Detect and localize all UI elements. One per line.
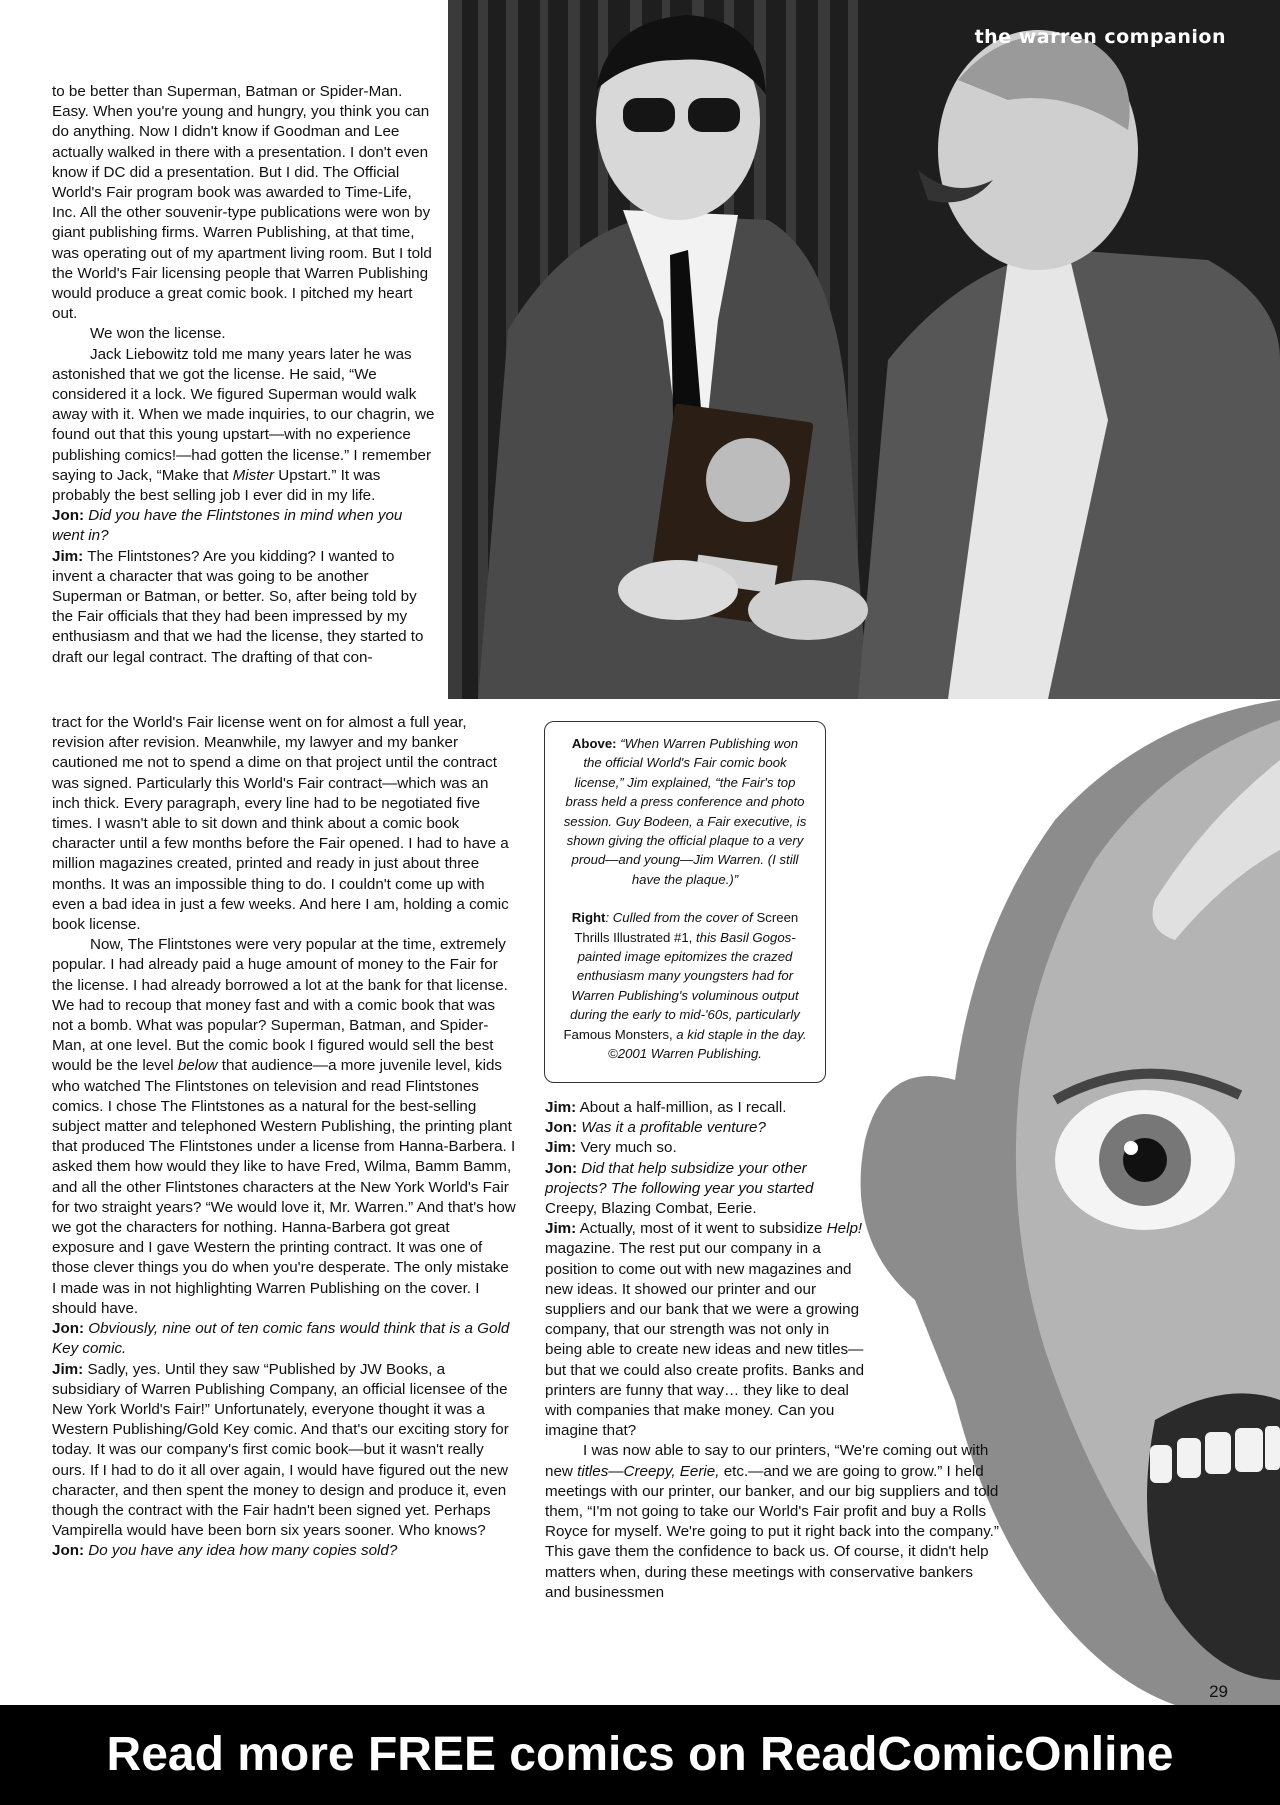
caption-label: Above: bbox=[571, 736, 617, 751]
paragraph bbox=[545, 1441, 1000, 1603]
emphasis: Mister bbox=[232, 466, 274, 484]
interview-answer bbox=[52, 547, 437, 668]
caption-text: “When Warren Publishing won the official World's Fair comic book license,” Jim explained, “the Fair's top brass held a press conference and photo session. Guy Bodeen, a Fair executive, is shown giving the official plaque to a very proud—and young—Jim Warren. (I still have the plaque.)” bbox=[563, 736, 807, 887]
caption-text: a kid staple in the day. ©2001 Warren Publishing. bbox=[608, 1026, 807, 1062]
paragraph-text: I was now able to say to our printers, “We're coming out with new bbox=[545, 1442, 989, 1480]
paragraph-text: tract for the World's Fair license went on for almost a full year, revision after revision. Meanwhile, my lawyer and my banker cautioned me not to spend a dime on that project until the contract was signed. Particularly this World's Fair contract—which was an inch thick. Every paragraph, every line had to be negotiated five times. I wasn't able to sit down and think about a comic book character until a few months before the Fair opened. I had to have a million magazines created, printed and ready in just about three months. It was an impossible thing to do. I couldn't come up with even a bad idea in just a few weeks. And here I am, holding a comic book license. bbox=[52, 714, 509, 934]
paragraph-text: Jack Liebowitz told me many years later he was astonished that we got the license. He said, “We considered it a lock. We figured Superman would walk away with it. When we made inquiries, to our chagrin, we found out that this young upstart—with no experience publishing comics!—had gotten the license.” I remember saying to Jack, “Make that bbox=[52, 345, 435, 484]
caption-text: this Basil Gogos-painted image epitomizes the crazed enthusiasm many youngsters had for Warren Publishing's voluminous output during the early to mid-'60s, particularly bbox=[570, 929, 800, 1023]
answer-text: Actually, most of it went to subsidize bbox=[579, 1220, 827, 1238]
emphasis: titles—Creepy, Eerie, bbox=[577, 1462, 720, 1480]
question-text: Do you have any idea how many copies sold? bbox=[88, 1542, 398, 1560]
speaker-label: Jon: bbox=[545, 1159, 578, 1177]
speaker-label: Jim: bbox=[545, 1220, 577, 1238]
emphasis: Help! bbox=[826, 1220, 863, 1238]
paragraph bbox=[52, 345, 437, 507]
interview-question bbox=[52, 506, 437, 546]
paragraph-text: We won the license. bbox=[90, 325, 226, 343]
page-number: 29 bbox=[1209, 1682, 1228, 1701]
paragraph bbox=[52, 82, 437, 324]
question-text: Was it a profitable venture? bbox=[581, 1119, 766, 1137]
interview-question bbox=[545, 1118, 1015, 1138]
interview-answer bbox=[545, 1138, 1015, 1158]
interview-answer bbox=[545, 1098, 805, 1118]
speaker-label: Jim: bbox=[545, 1139, 577, 1157]
paragraph-text: etc.—and we are going to grow.” I held meetings with our printer, our banker, and our big suppliers and told them, “I'm not going to take our World's Fair profit and buy a Rolls Royce for myself. We're going to put it right back into the company.” This gave them the confidence to back us. Of course, it didn't help matters when, during these meetings with conservative bankers and businessmen bbox=[545, 1462, 999, 1601]
paragraph-text: that audience—a more juvenile level, kids who watched The Flintstones on television and read Flintstones comics. I chose The Flintstones as a natural for the best-selling subject matter and telephoned Western Publishing, the printing plant that produced The Flintstones under a license from Hanna-Barbera. I asked them how would they like to have Fred, Wilma, Bamm Bamm, and all the other Flintstones characters at the New York World's Fair for two straight years? “We would love it, Mr. Warren.” And that's how we got the characters for nothing. Hanna-Barbera got great exposure and I gave Western the printing contract. It was one of those clever things you do when you're desperate. The only mistake I made was in not highlighting Warren Publishing on the cover. I should have. bbox=[52, 1057, 516, 1317]
paragraph bbox=[52, 713, 516, 935]
running-header: the warren companion bbox=[974, 26, 1226, 48]
caption-label: Right bbox=[571, 910, 606, 926]
speaker-label: Jon: bbox=[52, 1320, 85, 1338]
emphasis: below bbox=[177, 1057, 218, 1075]
article-column-1 bbox=[52, 82, 437, 668]
question-text: Obviously, nine out of ten comic fans would think that is a Gold Key comic. bbox=[52, 1320, 510, 1358]
question-text: Did you have the Flintstones in mind when you went in? bbox=[52, 507, 403, 545]
article-column-2 bbox=[52, 713, 516, 1562]
speaker-label: Jim: bbox=[52, 547, 84, 565]
caption-title: Famous Monsters, bbox=[563, 1026, 673, 1042]
speaker-label: Jim: bbox=[545, 1099, 577, 1116]
paragraph-text: to be better than Superman, Batman or Spider-Man. Easy. When you're young and hungry, you think you can do anything. Now I didn't know if Goodman and Lee actually walked in there with a presentation. I don't even know if DC did a presentation. But I did. The Official World's Fair program book was awarded to Time-Life, Inc. All the other souvenir-type publications were won by giant publishing firms. Warren Publishing, at that time, was operating out of my apartment living room. But I told the World's Fair licensing people that Warren Publishing would produce a great comic book. I pitched my heart out. bbox=[52, 83, 432, 323]
paragraph bbox=[52, 324, 437, 344]
paragraph-text: Now, The Flintstones were very popular at the time, extremely popular. I had already paid a huge amount of money to the Fair for the license. I had already borrowed a lot at the bank for that license. We had to recoup that money fast and with a comic book that was not a bomb. What was popular? Superman, Batman, and Spider-Man, at one level. But the comic book I figured would sell the best would be the level bbox=[52, 936, 508, 1075]
caption-above bbox=[561, 734, 809, 889]
interview-question bbox=[52, 1319, 516, 1359]
answer-text: Sadly, yes. Until they saw “Published by JW Books, a subsidiary of Warren Publishing Company, an official licensee of the New York World's Fair!” Unfortunately, everyone thought it was a Western Publishing/Gold Key comic. And that's our exciting story for today. It was our company's first comic book—but it wasn't really ours. If I had to do it all over again, I would have figured out the new character, and then spent the money to design and produce it, even though the contract with the Fair hadn't been signed yet. Perhaps Vampirella would have been born six years sooner. Who knows? bbox=[52, 1360, 509, 1540]
article-column-3 bbox=[545, 1098, 1015, 1603]
promo-banner[interactable]: Read more FREE comics on ReadComicOnline bbox=[0, 1705, 1280, 1805]
answer-text: Very much so. bbox=[580, 1139, 677, 1157]
answer-text: About a half-million, as I recall. bbox=[579, 1099, 787, 1116]
photo-caption-box bbox=[544, 721, 826, 1083]
speaker-label: Jon: bbox=[52, 1542, 85, 1560]
caption-text: : Culled from the cover of bbox=[605, 910, 757, 926]
answer-text: The Flintstones? Are you kidding? I wanted to invent a character that was going to be another Superman or Batman, or better. So, after being told by the Fair officials that they had been impressed by my enthusiasm and that we had the license, they started to draft our legal contract. The drafting of that con- bbox=[52, 547, 424, 666]
speaker-label: Jon: bbox=[545, 1119, 578, 1137]
caption-right bbox=[561, 908, 809, 1063]
paragraph bbox=[52, 935, 516, 1319]
answer-text: magazine. The rest put our company in a position to come out with new magazines and new ideas. It showed our printer and our suppliers and our bank that we were a growing company, that our strength was not only in being able to create new ideas and new titles—but that we could also create profits. Banks and printers are funny that way… they like to deal with companies that make money. Can you imagine that? bbox=[545, 1240, 865, 1440]
question-text: Creepy, Blazing Combat, Eerie. bbox=[545, 1200, 757, 1218]
question-text: Did that help subsidize your other projects? The following year you started bbox=[545, 1159, 814, 1197]
paragraph-text: Upstart.” It was probably the best selling job I ever did in my life. bbox=[52, 466, 381, 505]
speaker-label: Jim: bbox=[52, 1360, 84, 1378]
interview-answer bbox=[545, 1219, 865, 1441]
interview-question bbox=[52, 1541, 516, 1561]
caption-title: Screen Thrills Illustrated #1, bbox=[574, 910, 799, 945]
interview-question bbox=[545, 1159, 835, 1220]
press-conference-photo bbox=[448, 0, 1280, 699]
interview-answer bbox=[52, 1360, 516, 1542]
speaker-label: Jon: bbox=[52, 507, 85, 525]
